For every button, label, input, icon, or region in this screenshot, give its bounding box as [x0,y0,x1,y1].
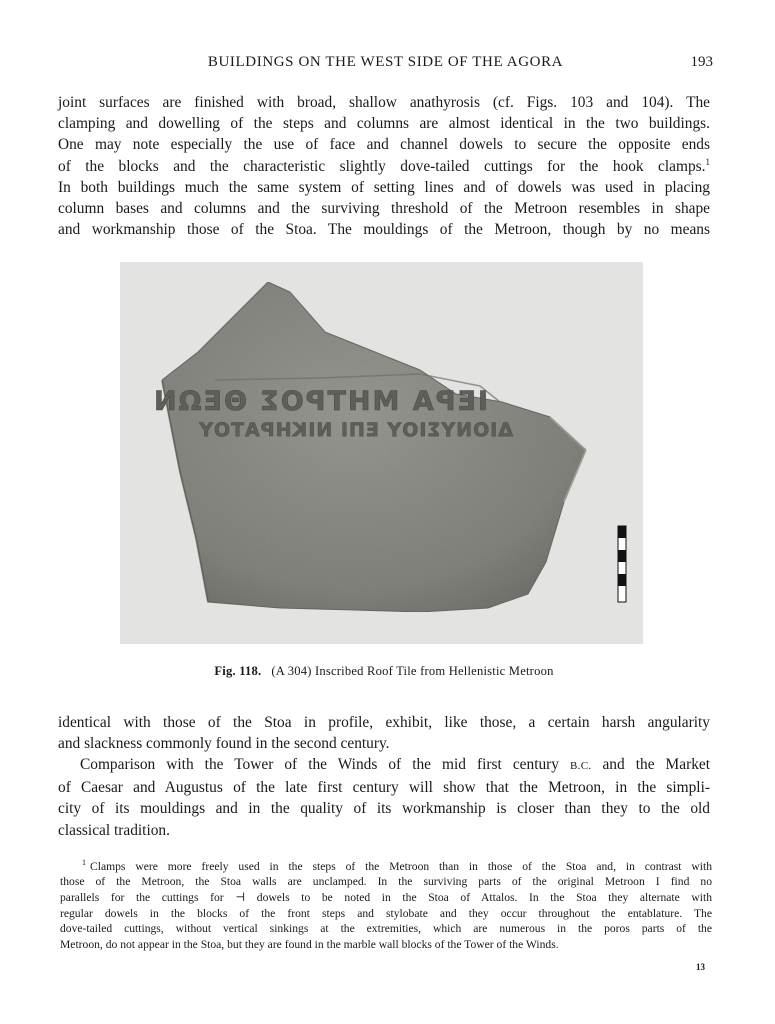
scale-bar [618,526,626,602]
text-line: column bases and columns and the surviving threshold of the Metroon resembles in shape [58,200,710,218]
footnote-line: dove-tailed cuttings, without vertical sinkings at the extremities, which are numerous in the poros parts of the [60,922,712,936]
text-line: of the blocks and the characteristic slightly dove-tailed cuttings for the hook clamps. [58,157,706,175]
text-line: identical with those of the Stoa in profile, exhibit, like those, a certain harsh angularity [58,714,710,731]
footnote [60,855,712,952]
text-line: One may note especially the use of face and channel dowels to secure the opposite ends [58,136,710,154]
text-line: and workmanship those of the Stoa. The mouldings of the Metroon, though by no means [58,221,710,239]
paragraph-comparison [58,754,710,841]
text-line: city of its mouldings and in the quality of its workmanship is closer than they to the old [58,800,710,818]
footnote-line [60,855,712,874]
text-line: clamping and dowelling of the steps and columns are almost identical in the two buildings. [58,115,710,133]
text-line: of Caesar and Augustus of the late first century will show that the Metroon, in the simpli- [58,779,710,797]
running-title: BUILDINGS ON THE WEST SIDE OF THE AGORA [207,54,564,70]
figure-label: Fig. 118. [214,664,262,678]
text-line-part: Comparison with the Tower of the Winds of the mid first century [80,756,559,773]
text-line: and slackness commonly found in the second century. [58,735,390,753]
running-head [58,54,713,76]
paragraph-continuation [58,712,710,754]
era-abbreviation: B.C. [570,760,592,772]
text-line: In both buildings much the same system of setting lines and of dowels was used in placing [58,178,710,196]
footnote-line: parallels for the cuttings for ⊣ dowels to be noted in the Stoa of Attalos. In the Stoa they alternate with [60,891,712,905]
text-line: classical tradition. [58,821,170,839]
text-line-with-era [58,754,710,777]
signature-mark: 13 [696,962,705,972]
figure-caption [58,664,710,679]
text-line-with-footnote [58,156,710,177]
footnote-marker: 1 [82,858,86,867]
paragraph-top [58,92,710,240]
footnote-text: Clamps were more freely used in the steps of the Metroon than in those of the Stoa and, in contrast with [90,859,712,873]
footnote-line: those of the Metroon, the Stoa walls are unclamped. In the surviving parts of the original Metroon I find no [60,875,712,889]
figure-caption-text: (A 304) Inscribed Roof Tile from Hellenistic Metroon [271,664,554,678]
figure-photo [120,262,643,644]
footnote-reference[interactable]: 1 [705,156,710,167]
page-number: 193 [690,54,713,70]
footnote-line: regular dowels in the blocks of the front steps and stylobate and they occur throughout the entablature. The [60,906,712,920]
text-line: joint surfaces are finished with broad, shallow anathyrosis (cf. Figs. 103 and 104). The [58,94,710,111]
footnote-line: Metroon, do not appear in the Stoa, but they are found in the marble wall blocks of the Tower of the Winds. [60,937,559,951]
text-line-part: and the Market [602,756,711,773]
tile-inscription-line-1: ΙΕΡΑ ΜΗΤΡΟΣ ΘΕΩΝ [152,386,488,417]
tile-inscription-line-2: ΔΙΟΝΥΣΙΟΥ ΕΠΙ ΝΙΚΗΡΑΤΟΥ [198,419,513,441]
roof-tile-image [120,262,643,644]
